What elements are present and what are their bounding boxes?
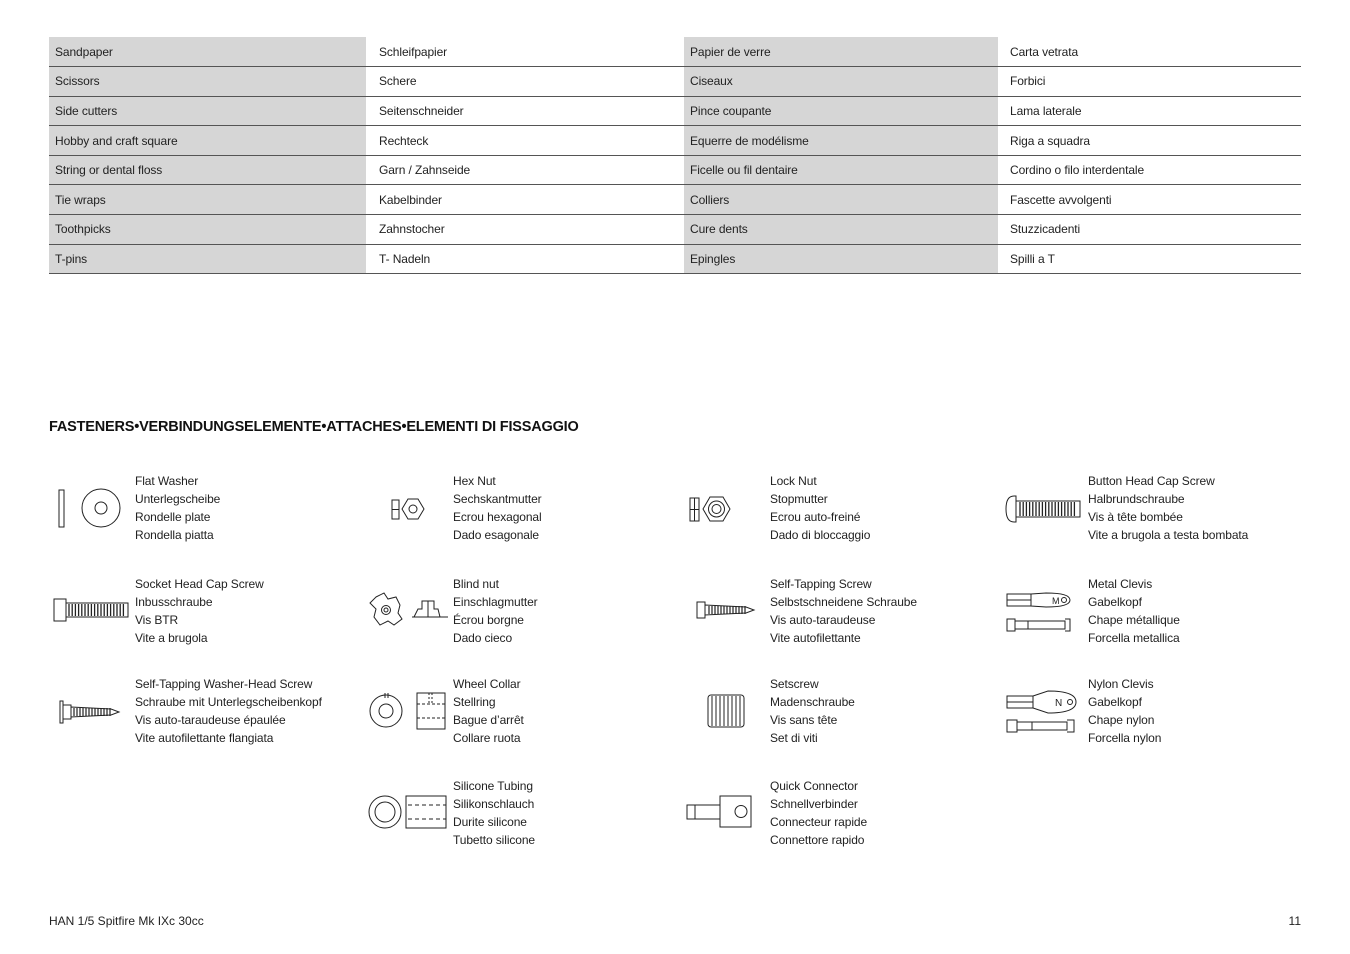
tools-table-body — [49, 37, 1301, 274]
table-cell: Lama laterale — [998, 96, 1301, 126]
fastener-lock-nut — [684, 472, 984, 552]
table-cell: T-pins — [49, 244, 366, 274]
table-cell: String or dental floss — [49, 155, 366, 185]
table-row — [49, 37, 1301, 67]
table-cell: Carta vetrata — [998, 37, 1301, 67]
fastener-self-tapping-washer-head-screw — [49, 675, 349, 755]
table-cell: Epingles — [684, 244, 998, 274]
fastener-wheel-collar — [366, 675, 666, 755]
table-row — [49, 155, 1301, 185]
button-head-screw-icon — [1002, 472, 1088, 547]
table-row — [49, 126, 1301, 156]
flat-washer-names: Flat Washer Unterlegscheibe Rondelle plate Rondella piatta — [135, 474, 221, 542]
setscrew-names: Setscrew Madenschraube Vis sans tête Set di viti — [770, 677, 855, 745]
fastener-flat-washer — [49, 472, 349, 552]
flat-washer-icon — [49, 472, 129, 547]
blind-nut-names: Blind nut Einschlagmutter Écrou borgne Dado cieco — [453, 577, 538, 645]
silicone-tubing-icon — [366, 777, 452, 852]
fastener-hex-nut — [366, 472, 666, 552]
fastener-quick-connector — [684, 777, 984, 857]
nylon-clevis-icon — [1002, 675, 1088, 750]
self-tapping-screw-icon — [684, 575, 770, 650]
hex-nut-icon — [366, 472, 446, 547]
nylon-clevis-names: Nylon Clevis Gabelkopf Chape nylon Forcella nylon — [1088, 677, 1162, 745]
fastener-self-tapping-screw — [684, 575, 984, 655]
fastener-blind-nut — [366, 575, 666, 655]
setscrew-icon — [684, 675, 770, 750]
table-row — [49, 244, 1301, 274]
table-cell: T- Nadeln — [366, 244, 684, 274]
fastener-button-head-cap-screw — [1002, 472, 1302, 552]
fasteners-section-title: FASTENERS•VERBINDUNGSELEMENTE•ATTACHES•ELEMENTI DI FISSAGGIO — [49, 419, 579, 435]
table-cell: Garn / Zahnseide — [366, 155, 684, 185]
metal-clevis-icon — [1002, 575, 1088, 650]
table-cell: Tie wraps — [49, 185, 366, 215]
table-cell: Forbici — [998, 67, 1301, 97]
table-cell: Rechteck — [366, 126, 684, 156]
tools-table — [49, 37, 1301, 274]
table-cell: Ficelle ou fil dentaire — [684, 155, 998, 185]
table-row — [49, 67, 1301, 97]
footer-document-title: HAN 1/5 Spitfire Mk IXc 30cc — [49, 914, 204, 928]
blind-nut-icon — [366, 575, 452, 650]
hex-nut-names: Hex Nut Sechskantmutter Ecrou hexagonal Dado esagonale — [453, 474, 542, 542]
table-cell: Toothpicks — [49, 215, 366, 245]
table-cell: Schleifpapier — [366, 37, 684, 67]
footer-page-number: 11 — [1288, 914, 1301, 928]
fastener-nylon-clevis — [1002, 675, 1302, 755]
nylon-clevis-letter: N — [1055, 698, 1063, 709]
wheel-collar-names: Wheel Collar Stellring Bague d’arrêt Collare ruota — [453, 677, 524, 745]
lock-nut-names: Lock Nut Stopmutter Ecrou auto-freiné Dado di bloccaggio — [770, 474, 871, 542]
quick-connector-icon — [684, 777, 770, 852]
table-cell: Sandpaper — [49, 37, 366, 67]
table-cell: Equerre de modélisme — [684, 126, 998, 156]
fastener-socket-head-cap-screw — [49, 575, 349, 655]
quick-connector-names: Quick Connector Schnellverbinder Connecteur rapide Connettore rapido — [770, 779, 868, 847]
table-cell: Papier de verre — [684, 37, 998, 67]
self-tapping-screw-names: Self-Tapping Screw Selbstschneidene Schraube Vis auto-taraudeuse Vite autofilettante — [770, 577, 917, 645]
table-cell: Riga a squadra — [998, 126, 1301, 156]
metal-clevis-letter: M — [1052, 596, 1060, 606]
table-cell: Schere — [366, 67, 684, 97]
table-row — [49, 185, 1301, 215]
lock-nut-icon — [684, 472, 764, 547]
fastener-silicone-tubing — [366, 777, 666, 857]
button-head-screw-names: Button Head Cap Screw Halbrundschraube Vis à tête bombée Vite a brugola a testa bombata — [1088, 474, 1249, 542]
metal-clevis-names: Metal Clevis Gabelkopf Chape métallique Forcella metallica — [1088, 577, 1180, 645]
table-row — [49, 96, 1301, 126]
table-cell: Zahnstocher — [366, 215, 684, 245]
table-cell: Stuzzicadenti — [998, 215, 1301, 245]
washer-head-screw-names: Self-Tapping Washer-Head Screw Schraube mit Unterlegscheibenkopf Vis auto-taraudeuse épaulée Vite autofilettante flangiata — [135, 677, 322, 745]
wheel-collar-icon — [366, 675, 452, 750]
table-cell: Hobby and craft square — [49, 126, 366, 156]
table-cell: Seitenschneider — [366, 96, 684, 126]
fastener-metal-clevis — [1002, 575, 1302, 655]
table-cell: Scissors — [49, 67, 366, 97]
fastener-setscrew — [684, 675, 984, 755]
table-cell: Cure dents — [684, 215, 998, 245]
table-cell: Colliers — [684, 185, 998, 215]
table-cell: Cordino o filo interdentale — [998, 155, 1301, 185]
table-cell: Kabelbinder — [366, 185, 684, 215]
silicone-tubing-names: Silicone Tubing Silikonschlauch Durite silicone Tubetto silicone — [453, 779, 536, 847]
socket-head-screw-names: Socket Head Cap Screw Inbusschraube Vis BTR Vite a brugola — [135, 577, 264, 645]
table-cell: Pince coupante — [684, 96, 998, 126]
table-row — [49, 215, 1301, 245]
table-cell: Side cutters — [49, 96, 366, 126]
table-cell: Fascette avvolgenti — [998, 185, 1301, 215]
table-cell: Spilli a T — [998, 244, 1301, 274]
socket-head-screw-icon — [49, 575, 135, 650]
washer-head-screw-icon — [49, 675, 135, 750]
table-cell: Ciseaux — [684, 67, 998, 97]
